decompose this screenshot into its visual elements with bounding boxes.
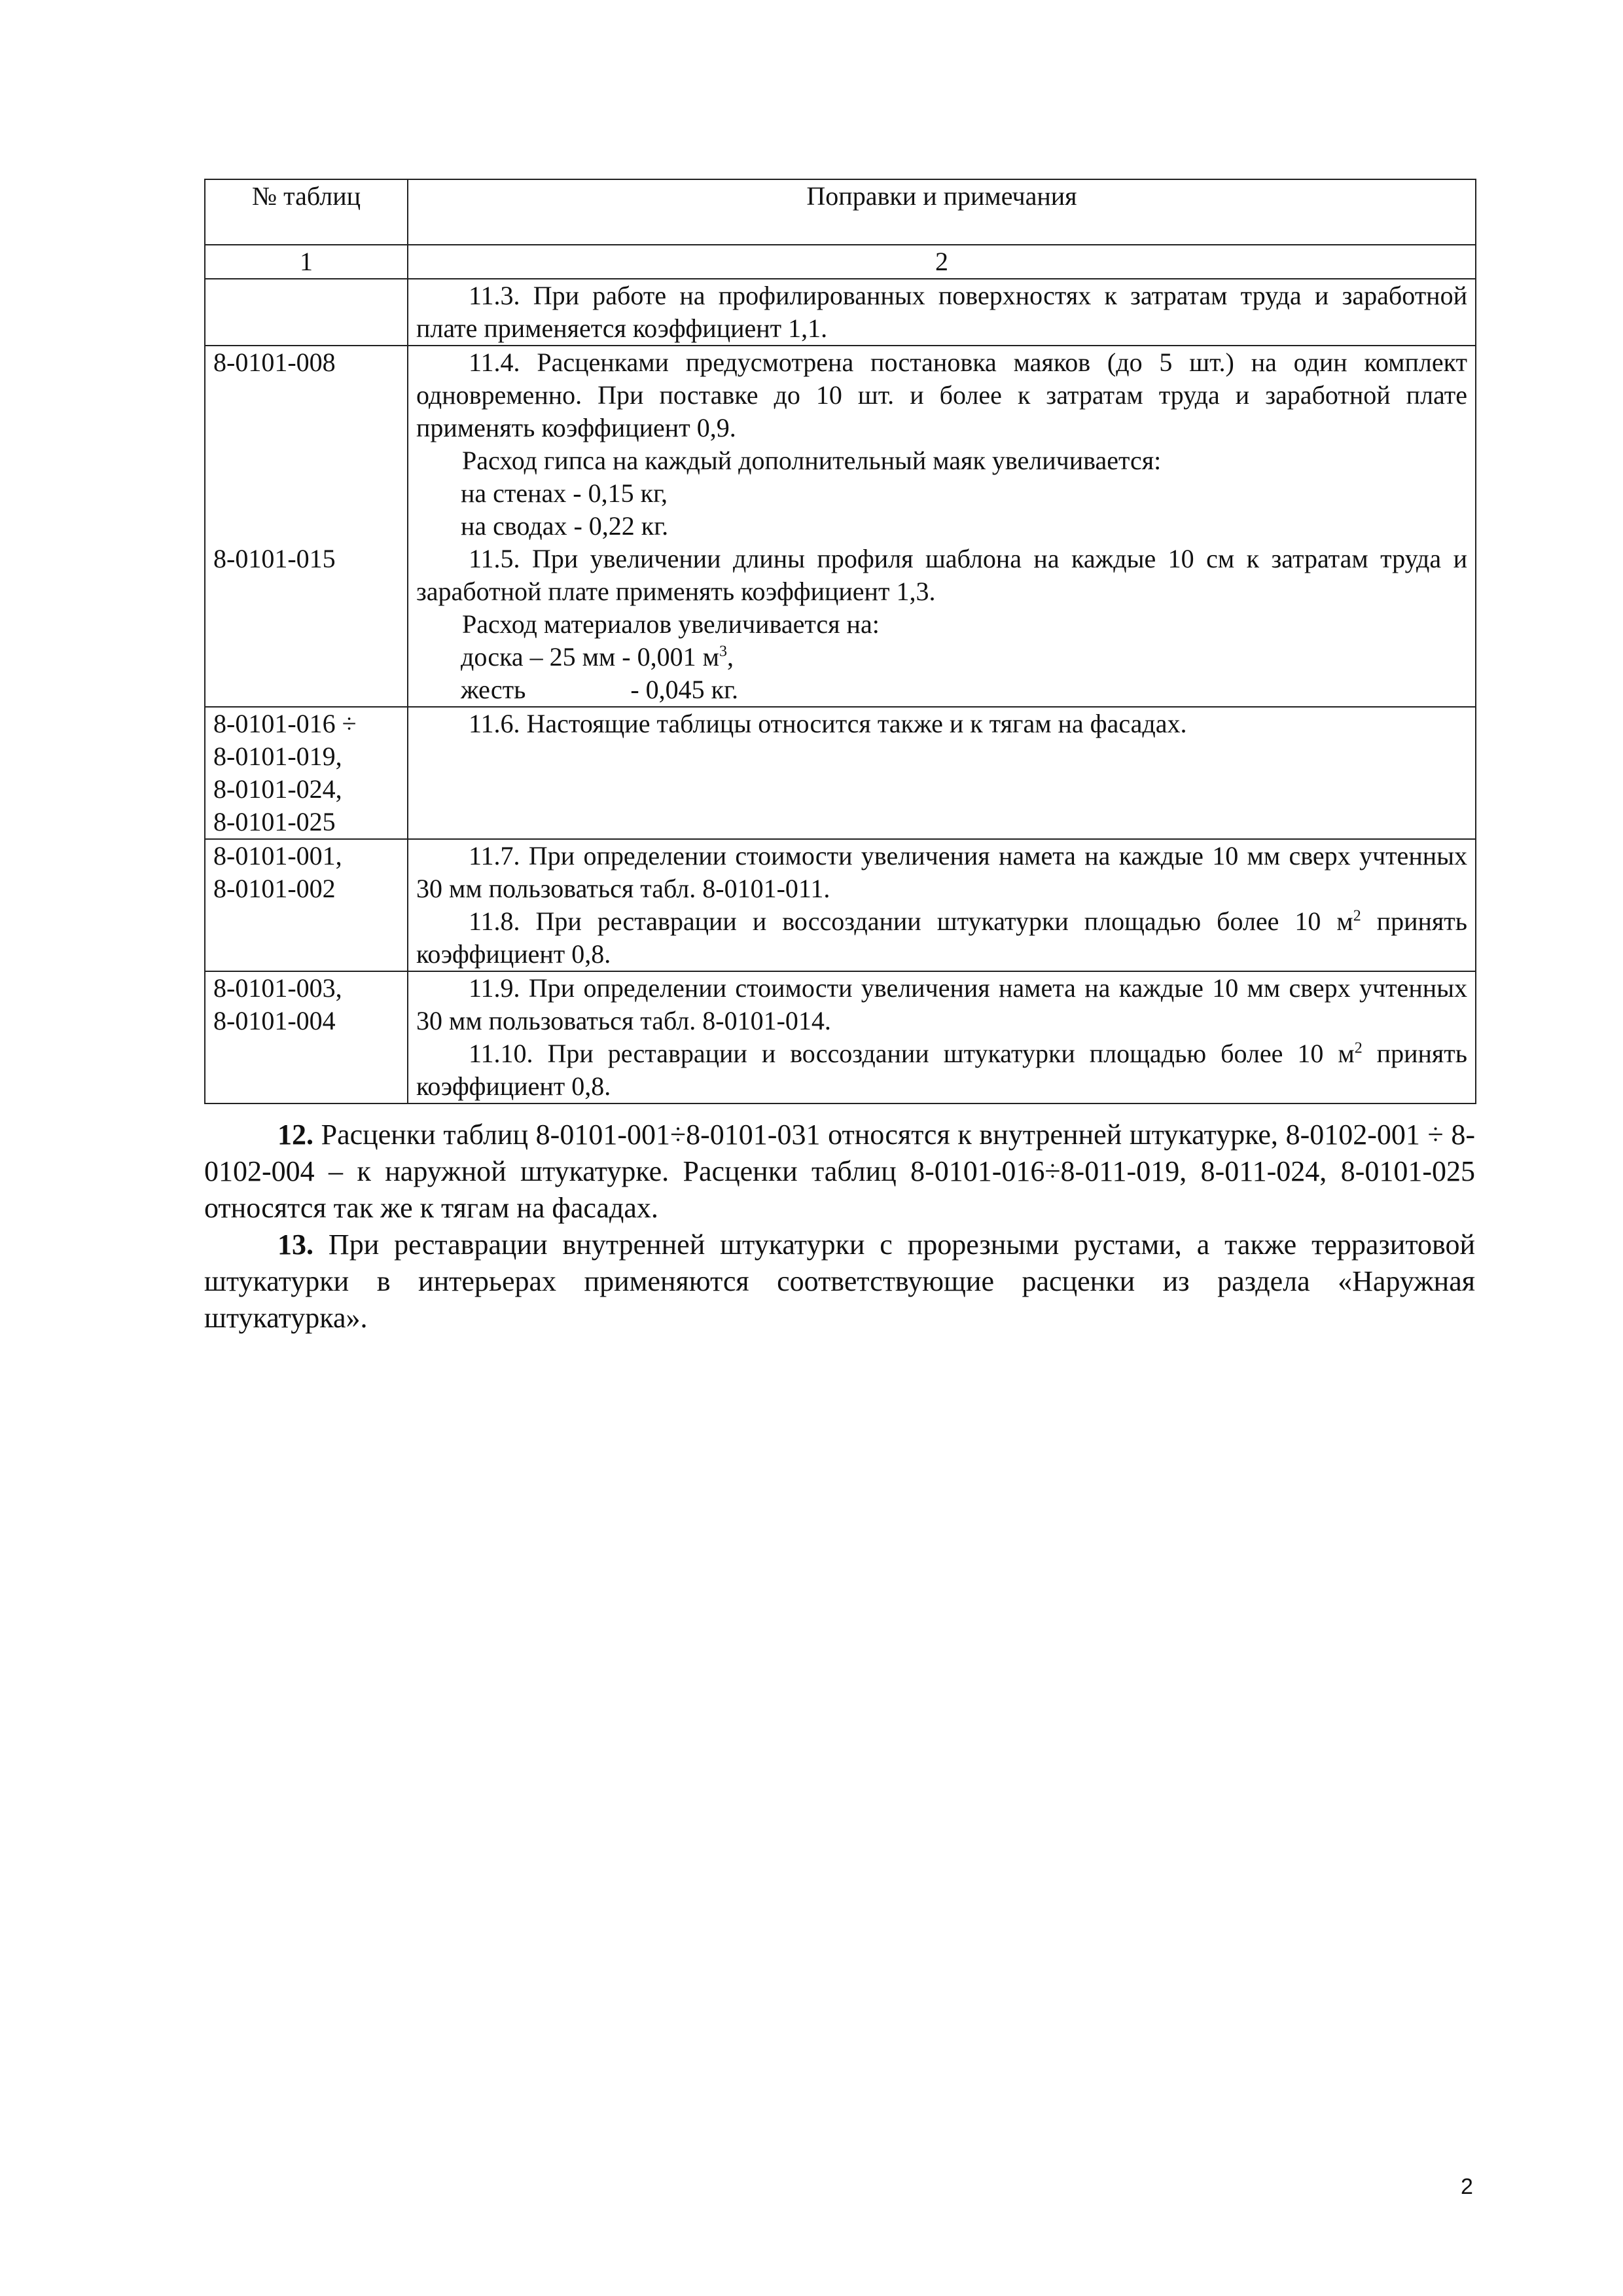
table-number: 8-0101-015 xyxy=(213,544,336,573)
table-header-row xyxy=(205,179,1476,245)
table-row xyxy=(205,971,1476,1103)
header-notes-column: Поправки и примечания xyxy=(408,179,1476,245)
table-numbers-cell: 8-0101-016 ÷ 8-0101-019, 8-0101-024, 8-0101-025 xyxy=(205,707,408,839)
table-numbers-cell: 8-0101-001, 8-0101-002 xyxy=(205,839,408,971)
notes-cell xyxy=(408,839,1476,971)
note-11-5-materials: Расход материалов увеличивается на: xyxy=(462,609,880,639)
column-number-row xyxy=(205,245,1476,279)
note-11-6: 11.6. Настоящие таблицы относится также и к тягам на фасадах. xyxy=(469,709,1187,738)
note-11-4: 11.4. Расценками предусмотрена постановка маяков (до 5 шт.) на один комплект одновременно. При поставке до 10 шт. и более к затратам труда и заработной плате применять коэффициент 0,9. xyxy=(416,348,1467,442)
note-11-3: 11.3. При работе на профилированных поверхностях к затратам труда и заработной плате применяется коэффициент 1,1. xyxy=(416,281,1467,343)
column-number-1: 1 xyxy=(205,245,408,279)
table-row xyxy=(205,707,1476,839)
notes-cell xyxy=(408,346,1476,707)
column-number-2: 2 xyxy=(408,245,1476,279)
header-tables-column: № таблиц xyxy=(205,179,408,245)
paragraph-12: 12. Расценки таблиц 8-0101-001÷8-0101-031 относятся к внутренней штукатурке, 8-0102-001 ÷ 8-0102-004 – к наружной штукатурке. Расценки таблиц 8-0101-016÷8-011-019, 8-011-024, 8-0101-025 относятся так же к тягам на фасадах. xyxy=(204,1119,1475,1224)
note-11-4-gypsum: Расход гипса на каждый дополнительный маяк увеличивается: xyxy=(462,446,1162,475)
table-row xyxy=(205,279,1476,346)
table-number: 8-0101-008 xyxy=(213,348,336,377)
note-11-5-tin: жесть - 0,045 кг. xyxy=(461,675,738,704)
note-11-5-board: доска – 25 мм - 0,001 $м^3$, xyxy=(461,642,734,672)
notes-cell xyxy=(408,971,1476,1103)
note-11-9: 11.9. При определении стоимости увеличения намета на каждые 10 мм сверх учтенных 30 мм пользоваться табл. 8-0101-014. xyxy=(416,973,1467,1035)
notes-cell xyxy=(408,707,1476,839)
corrections-table xyxy=(204,179,1476,1104)
note-11-10: 11.10. При реставрации и воссоздании штукатурки площадью более 10 $м^2$ принять коэффициент 0,8. xyxy=(416,1039,1468,1101)
note-11-5: 11.5. При увеличении длины профиля шаблона на каждые 10 см к затратам труда и заработной плате применять коэффициент 1,3. xyxy=(416,544,1467,606)
note-11-4-walls: на стенах - 0,15 кг, xyxy=(461,478,668,508)
note-11-7: 11.7. При определении стоимости увеличения намета на каждые 10 мм сверх учтенных 30 мм пользоваться табл. 8-0101-011. xyxy=(416,841,1467,903)
notes-cell xyxy=(408,279,1476,346)
table-numbers-cell xyxy=(205,279,408,346)
body-paragraphs xyxy=(204,1117,1475,1336)
table-numbers-cell: 8-0101-003, 8-0101-004 xyxy=(205,971,408,1103)
table-row xyxy=(205,346,1476,707)
table-numbers-cell xyxy=(205,346,408,707)
table-row xyxy=(205,839,1476,971)
note-11-8: 11.8. При реставрации и воссоздании штукатурки площадью более 10 $м^2$ принять коэффициент 0,8. xyxy=(416,906,1468,969)
page-number: 2 xyxy=(1461,2174,1473,2199)
note-11-4-vaults: на сводах - 0,22 кг. xyxy=(461,511,669,541)
paragraph-13: 13. При реставрации внутренней штукатурки с прорезными рустами, а также терразитовой штукатурки в интерьерах применяются соответствующие расценки из раздела «Наружная штукатурка». xyxy=(204,1229,1475,1334)
